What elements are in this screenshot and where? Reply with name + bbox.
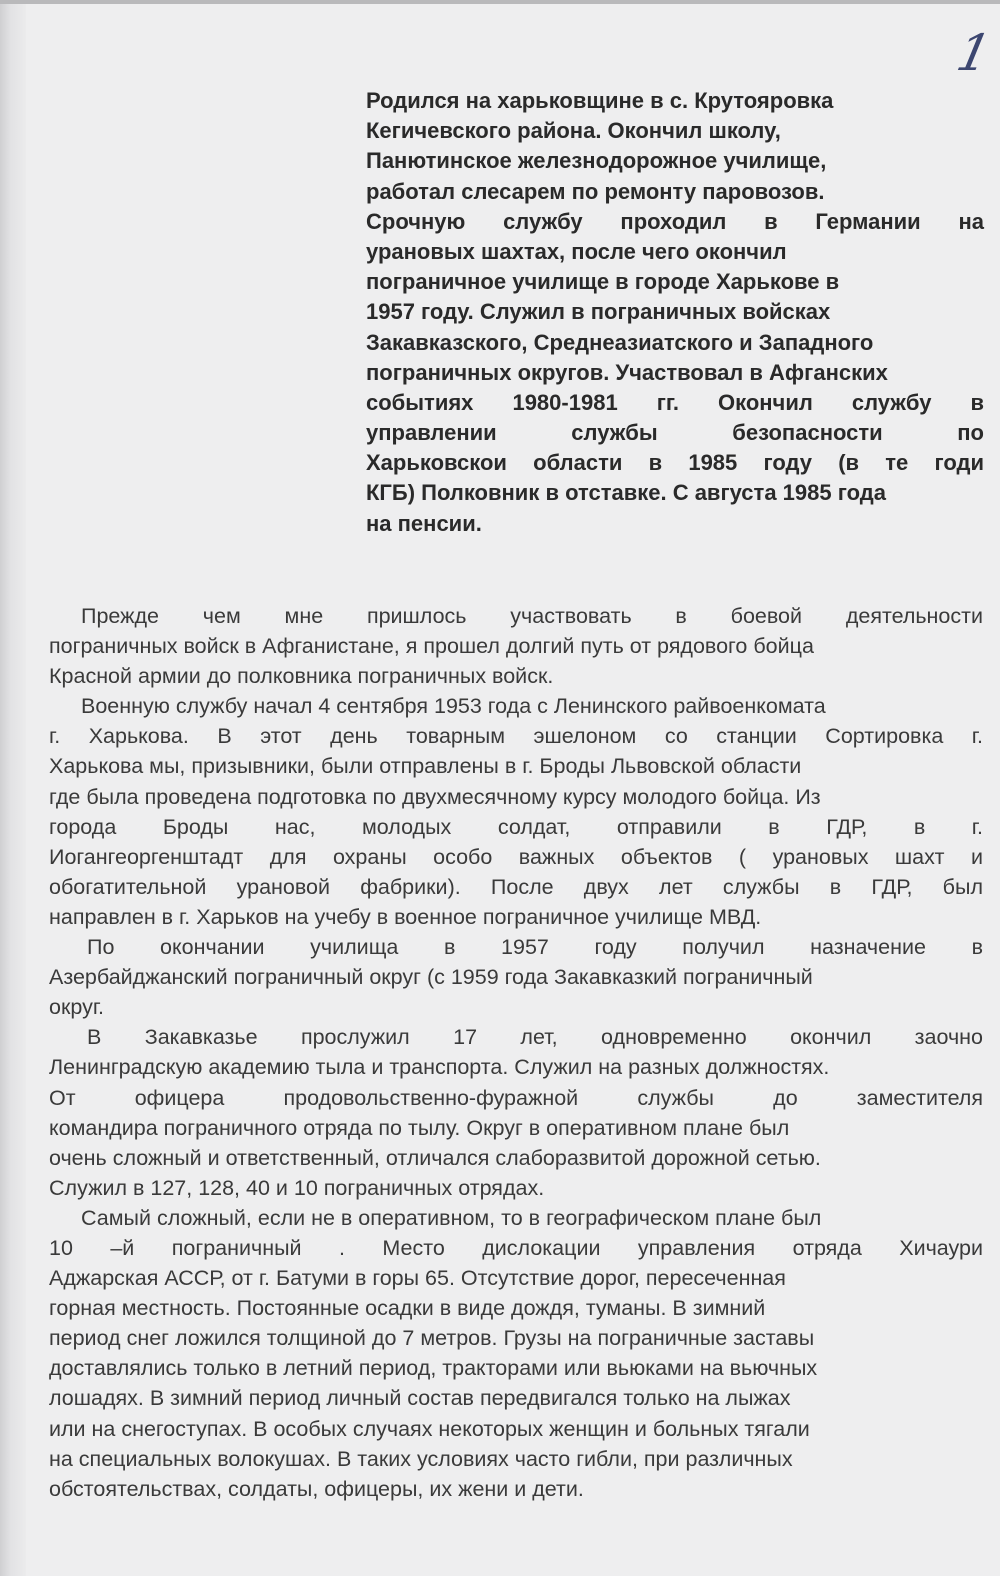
bio-line: 1957 году. Служил в пограничных войсках — [366, 299, 831, 325]
body-line: Харькова мы, призывники, были отправлены в г. Броды Львовской области — [49, 754, 802, 779]
body-line: Служил в 127, 128, 40 и 10 пограничных отрядах. — [49, 1175, 545, 1200]
body-line: обстоятельствах, солдаты, офицеры, их жени и дети. — [49, 1476, 584, 1501]
bio-line: Кегичевского района. Окончил школу, — [366, 118, 781, 144]
memoir-body-text — [49, 601, 983, 1504]
page-binding-edge — [0, 0, 26, 1576]
body-line: Самый сложный, если не в оперативном, то в географическом плане был — [81, 1205, 822, 1230]
bio-line: Срочную службу проходил в Германии на — [366, 208, 984, 234]
bio-line: событиях 1980-1981 гг. Окончил службу в — [366, 389, 984, 415]
body-line: Иогангеоргенштадт для охраны особо важных объектов ( урановых шахт и — [49, 844, 983, 869]
body-line: горная местность. Постоянные осадки в виде дождя, туманы. В зимний — [49, 1296, 766, 1321]
body-line: По окончании училища в 1957 году получил назначение в — [87, 935, 983, 960]
body-line: на специальных волокушах. В таких условиях часто гибли, при различных — [49, 1446, 793, 1471]
bio-line: Родился на харьковщине в с. Крутояровка — [366, 88, 834, 113]
handwritten-page-number: 1 — [951, 24, 996, 82]
body-line: пограничных войск в Афганистане, я прошел долгий путь от рядового бойца — [49, 634, 814, 659]
body-line: В Закавказье прослужил 17 лет, одновременно окончил заочно — [87, 1025, 983, 1050]
bio-line: управлении службы безопасности по — [366, 420, 984, 446]
bio-line: работал слесарем по ремонту паровозов. — [366, 178, 825, 204]
bio-line: Закавказского, Среднеазиатского и Западного — [366, 329, 874, 355]
bio-line: Панютинское железнодорожное училище, — [366, 148, 827, 174]
bio-line: пограничное училище в городе Харькове в — [366, 269, 840, 295]
body-line: доставлялись только в летний период, тракторами или вьюками на вьючных — [49, 1356, 818, 1381]
body-line: Азербайджанский пограничный округ (с 1959 года Закавказкий пограничный — [49, 965, 813, 990]
bio-line: пограничных округов. Участвовал в Афганских — [366, 359, 888, 385]
body-line: Аджарская АССР, от г. Батуми в горы 65. Отсутствие дорог, пересеченная — [49, 1266, 786, 1291]
body-line: обогатительной урановой фабрики). После двух лет службы в ГДР, был — [49, 874, 983, 899]
body-line: 10 –й пограничный . Место дислокации управления отряда Хичаури — [49, 1235, 983, 1260]
body-line: лошадях. В зимний период личный состав передвигался только на лыжах — [49, 1386, 791, 1411]
body-line: От офицера продовольственно-фуражной службы до заместителя — [49, 1085, 983, 1110]
bio-line: Харьковскои области в 1985 году (в те годи — [366, 450, 984, 476]
body-line: период снег ложился толщиной до 7 метров. Грузы на пограничные заставы — [49, 1326, 815, 1351]
body-line: или на снегоступах. В особых случаях некоторых женщин и больных тягали — [49, 1416, 810, 1441]
bio-line: КГБ) Полковник в отставке. С августа 1985 года — [366, 480, 886, 506]
body-line: очень сложный и ответственный, отличался слаборазвитой дорожной сетью. — [49, 1145, 821, 1170]
bio-line: на пенсии. — [366, 510, 482, 536]
body-line: г. Харькова. В этот день товарным эшелоном со станции Сортировка г. — [49, 724, 983, 749]
body-line: направлен в г. Харьков на учебу в военное пограничное училище МВД. — [49, 904, 762, 929]
body-line: командира пограничного отряда по тылу. Округ в оперативном плане был — [49, 1115, 790, 1140]
bio-line: урановых шахтах, после чего окончил — [366, 238, 787, 264]
body-line: Прежде чем мне пришлось участвовать в боевой деятельности — [81, 604, 983, 628]
page-top-edge — [0, 0, 1000, 4]
body-line: города Броды нас, молодых солдат, отправили в ГДР, в г. — [49, 814, 983, 839]
biography-summary — [366, 86, 984, 539]
body-line: округ. — [49, 995, 105, 1020]
body-line: Ленинградскую академию тыла и транспорта. Служил на разных должностях. — [49, 1055, 830, 1080]
body-line: где была проведена подготовка по двухмесячному курсу молодого бойца. Из — [49, 784, 821, 809]
body-line: Красной армии до полковника пограничных войск. — [49, 664, 554, 689]
body-line: Военную службу начал 4 сентября 1953 года с Ленинского райвоенкомата — [81, 694, 826, 719]
